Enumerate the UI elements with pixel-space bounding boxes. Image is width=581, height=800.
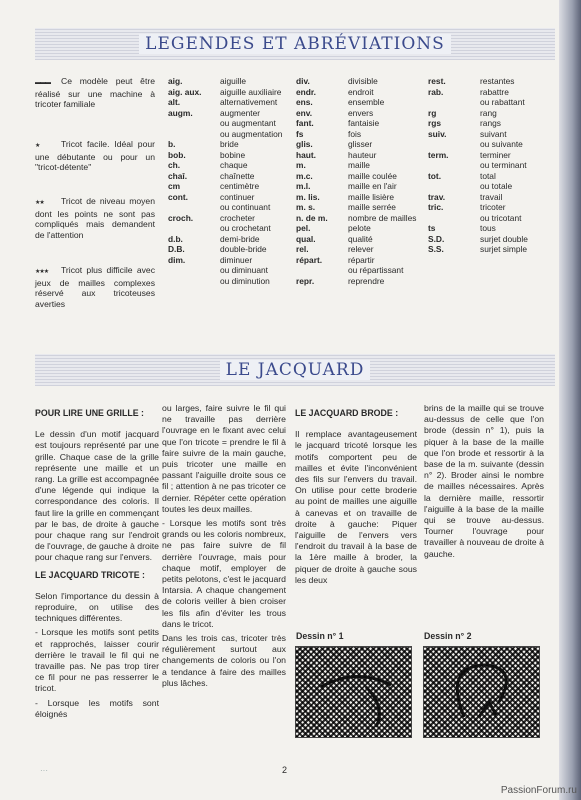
abbreviation-key: bob. xyxy=(168,149,186,160)
abbreviations-column-1 xyxy=(168,76,282,286)
figure-1-knit-illustration xyxy=(295,646,412,738)
abbreviation-key: tric. xyxy=(428,202,444,212)
abbreviation-row xyxy=(168,118,282,129)
abbreviation-meaning: ensemble xyxy=(348,97,385,107)
abbreviation-row xyxy=(428,202,528,213)
abbreviation-meaning: double-bride xyxy=(220,244,267,254)
abbreviation-meaning: ou diminution xyxy=(220,275,270,286)
text-column-4 xyxy=(424,403,544,563)
abbreviation-meaning: augmenter xyxy=(220,107,261,118)
paragraph: - Lorsque les motifs sont très grands ou les coloris nombreux, ne pas faire suivre de fil derrière l'ouvrage, mais pour chaque motif, employer de petits pelotons, c'est le jacquard Intarsia. A chaque changement de coloris veiller à bien croiser les fils afin d'éviter les trous dans le tricot. xyxy=(162,518,286,629)
machine-icon: ▬▬▬ xyxy=(35,80,50,86)
abbreviation-key xyxy=(296,265,348,276)
abbreviation-row xyxy=(428,244,528,255)
abbreviation-key: term. xyxy=(428,149,449,160)
abbreviation-meaning: surjet simple xyxy=(480,244,528,254)
text-column-2 xyxy=(162,403,286,692)
abbreviation-key xyxy=(428,160,480,171)
abbreviation-key: m. s. xyxy=(296,202,316,212)
abbreviation-row xyxy=(296,76,416,87)
abbreviation-meaning: reprendre xyxy=(348,275,385,286)
watermark: PassionForum.ru xyxy=(500,785,577,796)
abbreviation-meaning: glisser xyxy=(348,139,373,149)
paragraph: Il remplace avantageusement le jacquard tricoté lorsque les motifs comportent peu de mailles et évite l'inconvénient des fils sur l'envers du travail. On utilise pour cette broderie au point de mailles une aiguille à canevas et on travaille de droite à gauche: Piquer l'aiguille de l'envers vers l'endroit du travail à la base de la 1ère maille à broder, la piquer de droite à gauche sous les deux xyxy=(295,429,417,585)
heading-read-grid: POUR LIRE UNE GRILLE : xyxy=(35,408,144,418)
abbreviation-key: chaî. xyxy=(168,170,188,181)
abbreviation-row xyxy=(296,276,416,287)
abbreviation-key: b. xyxy=(168,139,176,149)
abbreviation-key: fs xyxy=(296,128,304,139)
abbreviation-meaning: rang xyxy=(480,107,497,118)
abbreviation-row xyxy=(428,181,528,192)
legend-medium: ★★ Tricot de niveau moyen dont les points ne sont pas compliqués mais demandent de l'attention xyxy=(35,196,155,240)
abbreviation-row xyxy=(168,255,282,266)
abbreviation-row xyxy=(168,171,282,182)
abbreviation-row xyxy=(428,139,528,150)
abbreviation-meaning: maille en l'air xyxy=(348,181,397,191)
needle-thread-icon xyxy=(296,647,411,737)
abbreviation-meaning: restantes xyxy=(480,76,515,86)
abbreviation-meaning: rangs xyxy=(480,118,501,128)
abbreviation-row xyxy=(296,181,416,192)
abbreviation-key: m. xyxy=(296,160,306,170)
abbreviation-meaning: ou augmentant xyxy=(220,118,276,128)
abbreviation-key: m.l. xyxy=(296,181,311,191)
abbreviation-row xyxy=(168,160,282,171)
text-column-3 xyxy=(295,402,417,589)
abbreviation-row xyxy=(168,234,282,245)
abbreviation-meaning: ou diminuant xyxy=(220,265,268,275)
abbreviation-meaning: relever xyxy=(348,244,374,254)
corner-mark: ··· xyxy=(40,766,48,775)
abbreviation-row xyxy=(296,160,416,171)
abbreviation-key xyxy=(168,202,220,213)
abbreviation-key: rel. xyxy=(296,244,309,254)
abbreviation-key: env. xyxy=(296,107,313,118)
abbreviation-row xyxy=(428,213,528,224)
abbreviation-key: ts xyxy=(428,223,436,233)
abbreviation-meaning: chaînette xyxy=(220,170,255,181)
figure-2-label: Dessin n° 2 xyxy=(424,631,472,641)
abbreviation-key: ens. xyxy=(296,97,313,107)
abbreviation-row xyxy=(168,265,282,276)
abbreviation-key: glis. xyxy=(296,139,313,149)
abbreviation-row xyxy=(428,97,528,108)
abbreviation-row xyxy=(428,87,528,98)
abbreviations-column-3 xyxy=(428,76,528,255)
abbreviation-row xyxy=(168,139,282,150)
abbreviation-meaning: aiguille auxiliaire xyxy=(220,86,282,97)
paragraph: ou larges, faire suivre le fil qui ne travaille pas derrière l'ouvrage en le fixant avec celui que l'on tricote = prendre le fil à faire suivre de la main gauche, puis tricoter une maille en passant l'aiguille droite sous ce fil ; attention à ne pas tricoter ce dernier. Répéter cette opération toutes les deux mailles. xyxy=(162,403,286,514)
abbreviation-row xyxy=(168,213,282,224)
abbreviation-meaning: aiguille xyxy=(220,76,247,86)
abbreviation-key: endr. xyxy=(296,86,317,97)
abbreviation-row xyxy=(296,223,416,234)
abbreviation-meaning: ou totale xyxy=(480,181,513,191)
abbreviation-row xyxy=(168,150,282,161)
paragraph: - Lorsque les motifs sont petits et rapprochés, laisser courir derrière le travail le fil qui ne travaille pas. Ne pas trop tirer ce fil pour ne pas resserrer le tricot. xyxy=(35,627,159,694)
abbreviation-key xyxy=(428,213,480,224)
abbreviation-meaning: ou terminant xyxy=(480,160,527,170)
figure-2-knit-illustration xyxy=(423,646,540,738)
paragraph: Dans les trois cas, tricoter très régulièrement surtout aux changements de coloris ou l'on a tendance à faire des mailles plus lâches. xyxy=(162,633,286,688)
abbreviation-meaning: diminuer xyxy=(220,254,253,265)
abbreviation-key: trav. xyxy=(428,191,446,202)
abbreviation-row xyxy=(168,108,282,119)
abbreviation-row xyxy=(296,255,416,266)
abbreviation-row xyxy=(428,108,528,119)
abbreviation-key: tot. xyxy=(428,170,442,181)
abbreviation-meaning: envers xyxy=(348,107,374,118)
abbreviation-row xyxy=(296,202,416,213)
abbreviation-key: D.B. xyxy=(168,244,185,254)
heading-embroidered-jacquard: LE JACQUARD BRODE : xyxy=(295,408,399,418)
abbreviation-key xyxy=(168,265,220,276)
abbreviation-row xyxy=(168,244,282,255)
paragraph: Selon l'importance du dessin à reproduire, on utilise des techniques différentes. xyxy=(35,590,159,624)
legend-machine: ▬▬▬ Ce modèle peut être réalisé sur une machine à tricoter familiale xyxy=(35,76,155,110)
abbreviation-row xyxy=(428,76,528,87)
abbreviation-meaning: ou suivante xyxy=(480,139,523,149)
abbreviation-key: croch. xyxy=(168,212,194,223)
abbreviation-meaning: tous xyxy=(480,223,496,233)
abbreviation-key: rg xyxy=(428,107,437,118)
abbreviation-row xyxy=(168,192,282,203)
abbreviation-meaning: ou continuant xyxy=(220,202,271,212)
abbreviation-row xyxy=(296,118,416,129)
abbreviation-meaning: rabattre xyxy=(480,86,509,97)
abbreviation-meaning: ou tricotant xyxy=(480,212,522,223)
abbreviation-key: cm xyxy=(168,181,181,191)
abbreviation-key: fant. xyxy=(296,118,314,128)
jacquard-banner xyxy=(35,354,555,386)
page-number: 2 xyxy=(282,765,288,775)
abbreviation-meaning: bride xyxy=(220,139,239,149)
abbreviation-key: ch. xyxy=(168,160,181,170)
abbreviation-key xyxy=(168,276,220,287)
abbreviation-meaning: continuer xyxy=(220,191,255,202)
abbreviation-key: m.c. xyxy=(296,170,313,181)
abbreviation-key: S.S. xyxy=(428,244,444,254)
abbreviation-meaning: maille serrée xyxy=(348,202,396,212)
abbreviation-key: rab. xyxy=(428,86,444,97)
text-column-1 xyxy=(35,402,159,723)
abbreviation-meaning: qualité xyxy=(348,233,373,244)
abbreviation-key: rgs xyxy=(428,118,442,128)
star-icon: ★ xyxy=(35,143,40,149)
abbreviation-key: répart. xyxy=(296,254,323,265)
abbreviations-column-2 xyxy=(296,76,416,286)
abbreviation-key xyxy=(168,118,220,129)
abbreviation-row xyxy=(296,234,416,245)
abbreviation-row xyxy=(296,87,416,98)
two-stars-icon: ★★ xyxy=(35,200,44,206)
abbreviation-meaning: alternativement xyxy=(220,97,278,107)
abbreviation-key: augm. xyxy=(168,107,193,118)
abbreviation-key: aig. aux. xyxy=(168,86,202,97)
abbreviation-row xyxy=(428,192,528,203)
abbreviation-row xyxy=(296,129,416,140)
abbreviation-meaning: chaque xyxy=(220,160,248,170)
abbreviation-key: suiv. xyxy=(428,128,447,139)
abbreviation-row xyxy=(296,171,416,182)
page-spine xyxy=(559,0,581,800)
abbreviation-meaning: hauteur xyxy=(348,149,377,160)
abbreviation-meaning: terminer xyxy=(480,149,511,160)
section-title-legend: LEGENDES ET ABRÉVIATIONS xyxy=(139,34,451,54)
abbreviation-key: pel. xyxy=(296,223,311,233)
abbreviation-key: div. xyxy=(296,76,310,86)
abbreviation-row xyxy=(168,276,282,287)
abbreviation-meaning: nombre de mailles xyxy=(348,212,417,223)
abbreviation-row xyxy=(296,150,416,161)
figure-1-label: Dessin n° 1 xyxy=(296,631,344,641)
abbreviation-meaning: crocheter xyxy=(220,212,255,223)
abbreviation-row xyxy=(168,181,282,192)
abbreviation-row xyxy=(168,202,282,213)
abbreviation-row xyxy=(428,150,528,161)
abbreviation-key: m. lis. xyxy=(296,191,320,202)
abbreviation-row xyxy=(428,171,528,182)
legend-hard: ★★★ Tricot plus difficile avec jeux de mailles complexes réservé aux tricoteuses averties xyxy=(35,265,155,309)
abbreviation-row xyxy=(296,97,416,108)
abbreviation-meaning: pelote xyxy=(348,223,371,233)
abbreviation-row xyxy=(168,223,282,234)
paragraph: Le dessin d'un motif jacquard est toujours représenté par une grille. Chaque case de la grille représente une maille et un rang. La grille est accompagnée d'une légende qui indique la correspondance des coloris. Il faut lire la grille en commençant par le bas, de droite à gauche pour chaque rang sur l'endroit de l'ouvrage, de gauche à droite pour chaque rang sur l'envers. xyxy=(35,429,159,563)
abbreviation-meaning: ou répartissant xyxy=(348,265,404,275)
abbreviation-key: aig. xyxy=(168,76,183,86)
abbreviation-row xyxy=(296,192,416,203)
abbreviation-key xyxy=(428,181,480,192)
abbreviation-key xyxy=(428,97,480,108)
paragraph: brins de la maille qui se trouve au-dessus de celle que l'on brode (dessin n° 1), puis la piquer à la base de la maille que l'on brode et ressortir à la base de la m. suivante (dessin n° 2). Broder ainsi le nombre de mailles nécessaires. Après la dernière maille, ressortir l'aiguille à la base de la maille qui se trouve au-dessus. Tourner l'ouvrage pour travailler à nouveau de droite à gauche. xyxy=(424,403,544,559)
abbreviation-row xyxy=(296,108,416,119)
three-stars-icon: ★★★ xyxy=(35,269,49,275)
abbreviation-key: n. de m. xyxy=(296,212,328,223)
abbreviation-key: qual. xyxy=(296,233,316,244)
abbreviation-key: haut. xyxy=(296,149,317,160)
needle-loop-icon xyxy=(424,647,539,737)
abbreviation-meaning: divisible xyxy=(348,76,378,86)
abbreviation-key: rest. xyxy=(428,76,446,86)
abbreviation-key: S.D. xyxy=(428,233,445,244)
abbreviation-row xyxy=(428,223,528,234)
abbreviation-meaning: maille lisière xyxy=(348,191,395,202)
abbreviation-key xyxy=(168,223,220,234)
abbreviation-key xyxy=(168,129,220,140)
abbreviation-meaning: maille xyxy=(348,160,370,170)
abbreviation-row xyxy=(168,87,282,98)
abbreviation-row xyxy=(168,129,282,140)
abbreviation-row xyxy=(296,244,416,255)
abbreviation-key: repr. xyxy=(296,275,315,286)
abbreviation-key: alt. xyxy=(168,97,181,107)
abbreviation-row xyxy=(428,129,528,140)
abbreviation-meaning: fois xyxy=(348,128,362,139)
abbreviation-meaning: centimètre xyxy=(220,181,260,191)
legend-banner xyxy=(35,28,555,60)
abbreviation-meaning: maille coulée xyxy=(348,170,397,181)
abbreviation-meaning: demi-bride xyxy=(220,233,260,244)
abbreviation-meaning: surjet double xyxy=(480,233,528,244)
abbreviation-row xyxy=(296,213,416,224)
abbreviation-meaning: ou rabattant xyxy=(480,97,525,107)
abbreviation-row xyxy=(296,139,416,150)
abbreviation-meaning: tricoter xyxy=(480,202,506,212)
abbreviation-key xyxy=(428,139,480,150)
abbreviation-meaning: suivant xyxy=(480,128,507,139)
section-title-jacquard: LE JACQUARD xyxy=(220,360,371,380)
abbreviation-row xyxy=(428,234,528,245)
abbreviation-row xyxy=(428,160,528,171)
abbreviation-meaning: total xyxy=(480,170,496,181)
abbreviation-key: dim. xyxy=(168,254,186,265)
abbreviation-row xyxy=(168,97,282,108)
legend-easy: ★ Tricot facile. Idéal pour une débutante ou pour un "tricot-détente" xyxy=(35,139,155,173)
abbreviation-meaning: ou crochetant xyxy=(220,223,271,233)
abbreviation-meaning: travail xyxy=(480,191,503,202)
abbreviation-meaning: répartir xyxy=(348,254,375,265)
abbreviation-meaning: ou augmentation xyxy=(220,128,283,139)
abbreviation-row xyxy=(428,118,528,129)
abbreviation-meaning: bobine xyxy=(220,149,246,160)
abbreviation-row xyxy=(168,76,282,87)
abbreviation-row xyxy=(296,265,416,276)
abbreviation-meaning: endroit xyxy=(348,86,374,97)
paragraph: - Lorsque les motifs sont éloignés xyxy=(35,697,159,719)
abbreviation-key: d.b. xyxy=(168,233,183,244)
abbreviation-key: cont. xyxy=(168,191,189,202)
heading-knitted-jacquard: LE JACQUARD TRICOTE : xyxy=(35,569,145,580)
abbreviation-meaning: fantaisie xyxy=(348,118,380,128)
